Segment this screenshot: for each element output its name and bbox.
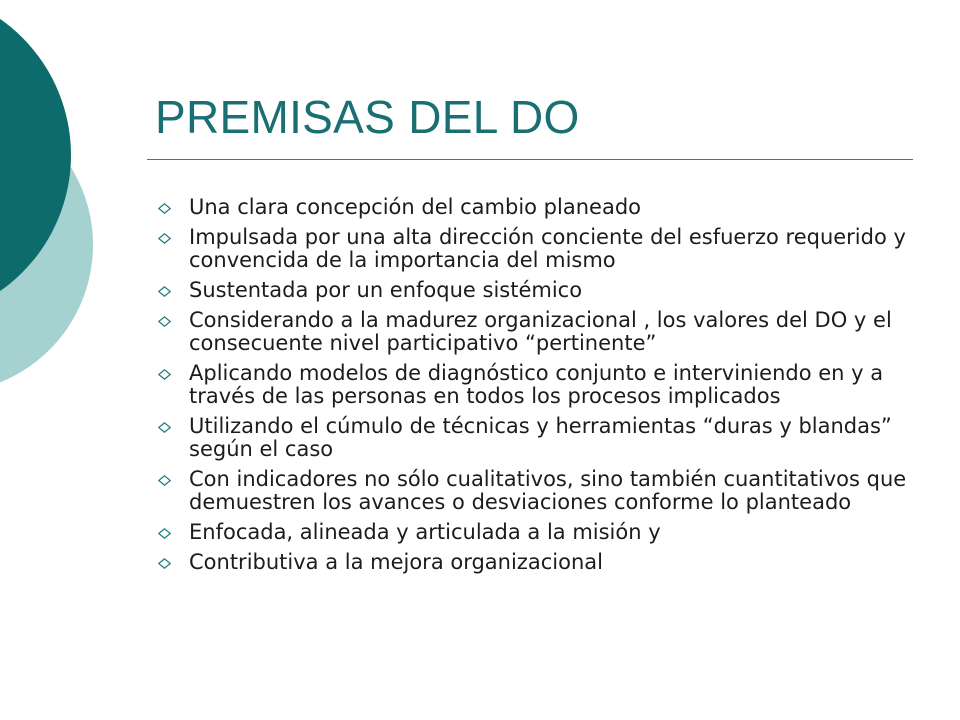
hollow-diamond-bullet-icon (158, 528, 171, 539)
bullet-item (158, 362, 918, 408)
bullet-text: Sustentada por un enfoque sistémico (189, 278, 583, 302)
bullet-text: Una clara concepción del cambio planeado (189, 195, 641, 219)
hollow-diamond-bullet-icon (158, 316, 171, 327)
hollow-diamond-bullet-icon (158, 369, 171, 380)
hollow-diamond-bullet-icon (158, 233, 171, 244)
bullet-item (158, 468, 918, 514)
slide-title: PREMISAS DEL DO (155, 91, 580, 143)
hollow-diamond-bullet-icon (158, 422, 171, 433)
bullet-item (158, 279, 918, 302)
bullet-item (158, 551, 918, 574)
hollow-diamond-bullet-icon (158, 203, 171, 214)
bullet-item (158, 226, 918, 272)
bullet-text: Aplicando modelos de diagnóstico conjunto e interviniendo en y a través de las personas en todos los procesos implicados (189, 361, 884, 408)
decorative-circles (0, 0, 120, 400)
bullet-text: Utilizando el cúmulo de técnicas y herramientas “duras y blandas” según el caso (189, 414, 892, 461)
bullet-text: Enfocada, alineada y articulada a la misión y (189, 520, 661, 544)
title-divider (147, 159, 913, 160)
hollow-diamond-bullet-icon (158, 558, 171, 569)
hollow-diamond-bullet-icon (158, 475, 171, 486)
bullet-item (158, 521, 918, 544)
bullet-item (158, 196, 918, 219)
bullet-text: Considerando a la madurez organizacional , los valores del DO y el consecuente nivel participativo “pertinente” (189, 308, 892, 355)
bullet-item (158, 415, 918, 461)
bullet-text: Impulsada por una alta dirección conciente del esfuerzo requerido y convencida de la importancia del mismo (189, 225, 906, 272)
bullet-item (158, 309, 918, 355)
bullet-text: Con indicadores no sólo cualitativos, sino también cuantitativos que demuestren los avances o desviaciones conforme lo planteado (189, 467, 907, 514)
bullet-text: Contributiva a la mejora organizacional (189, 550, 603, 574)
hollow-diamond-bullet-icon (158, 286, 171, 297)
bullet-list (158, 196, 918, 581)
